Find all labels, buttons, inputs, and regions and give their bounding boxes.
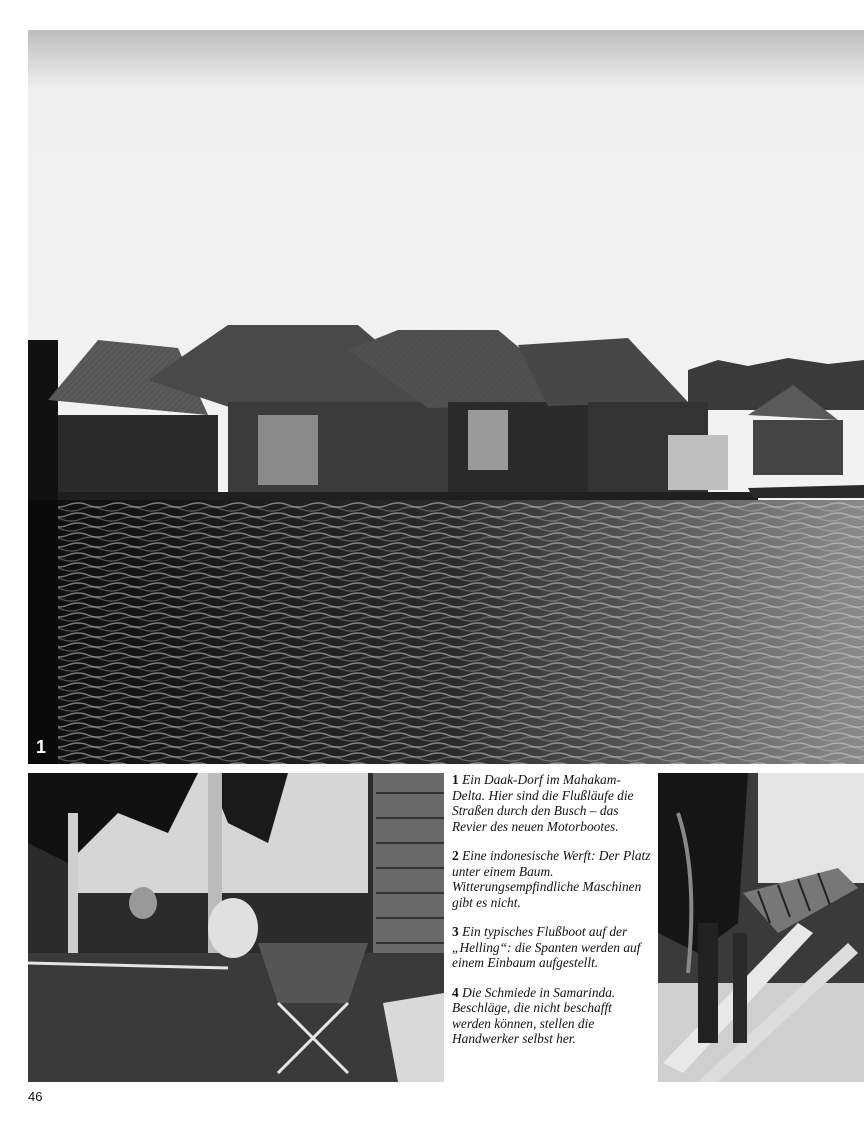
caption-number: 4 [452,984,459,1000]
caption-text: Die Schmiede in Samarinda. Beschläge, die nicht beschafft werden können, stellen die Handwerker selbst her. [452,984,616,1046]
photo-number-label: 1 [36,737,47,757]
caption-number: 3 [452,924,459,939]
canoe-image [658,773,864,1082]
caption-number: 2 [452,848,459,863]
captions-block [452,772,652,1061]
shipyard-image [28,773,444,1082]
main-photo [28,30,864,764]
caption-text: Ein typisches Flußboot auf der „Helling“: die Spanten werden auf einem Einbaum aufgestellt. [452,924,641,970]
canoe-photo [658,773,864,1082]
caption-number: 1 [452,772,459,787]
caption-text: Eine indonesische Werft: Der Platz unter einem Baum. Witterungsempfindliche Maschinen gibt es nicht. [452,848,651,910]
caption-text: Ein Daak-Dorf im Mahakam-Delta. Hier sind die Flußläufe die Straßen durch den Busch – das Revier des neuen Motorbootes. [452,772,634,834]
caption-1 [452,772,652,834]
caption-3 [452,924,652,971]
caption-4 [452,985,652,1047]
caption-2 [452,848,652,910]
shipyard-photo [28,773,444,1082]
page-number: 46 [28,1089,43,1104]
village-river-image [28,30,864,764]
